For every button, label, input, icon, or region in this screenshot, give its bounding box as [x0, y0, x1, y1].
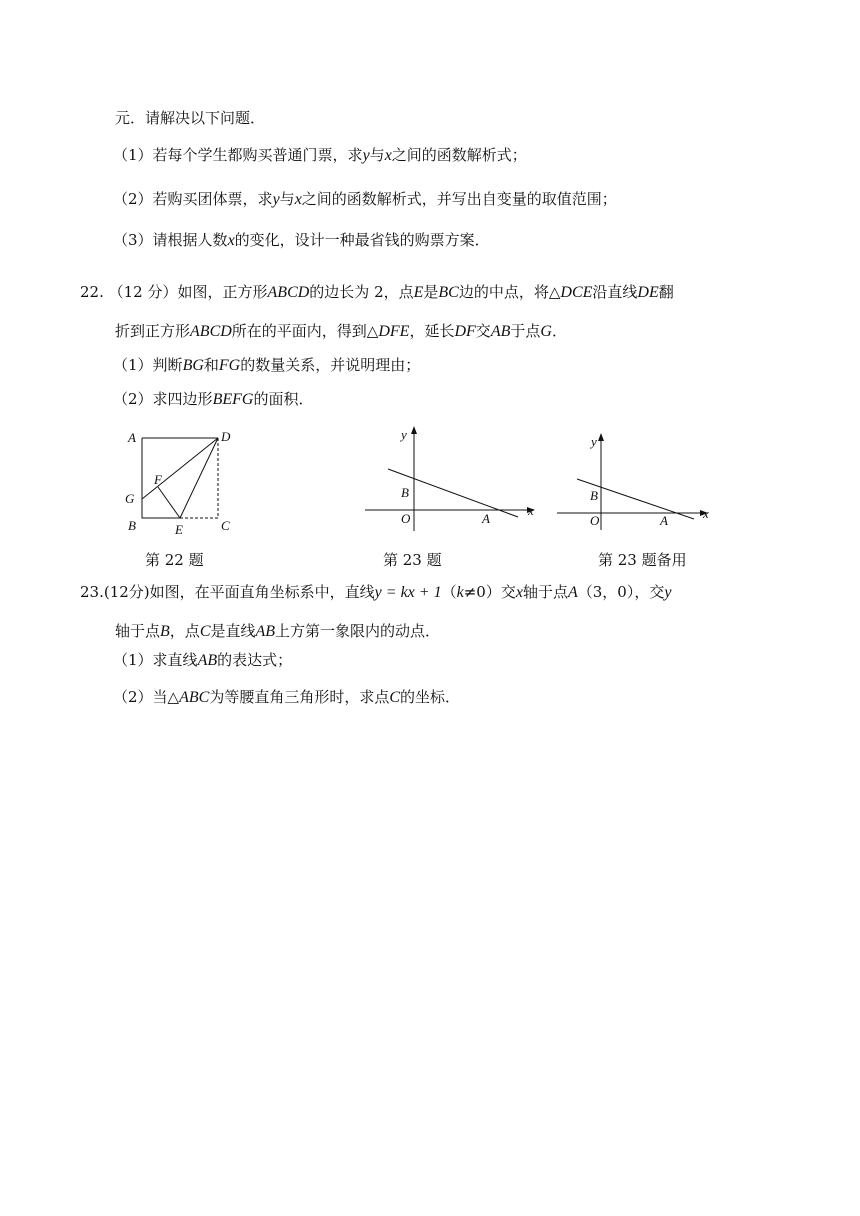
- q22-stem-line-1: 22. （12 分）如图，正方形ABCD的边长为 2，点E是BC边的中点，将△DCE沿直线DE翻: [80, 283, 674, 301]
- figure-22-caption: 第 22 题: [145, 551, 204, 569]
- q21-subquestion-1: （1）若每个学生都购买普通门票，求y与x之间的函数解析式；: [113, 146, 527, 164]
- q23-stem-line-1: 23.(12分)如图，在平面直角坐标系中，直线y = kx + 1（k≠0）交x轴于点A（3，0），交y: [80, 583, 672, 601]
- point-e-label: E: [175, 522, 183, 537]
- point-c-label: C: [221, 518, 230, 533]
- origin-label: O: [401, 511, 411, 526]
- origin-label: O: [590, 513, 600, 528]
- q22-number: 22.: [80, 283, 104, 301]
- q23-number: 23.: [80, 583, 104, 601]
- q22-subquestion-1: （1）判断BG和FG的数量关系，并说明理由；: [113, 356, 421, 374]
- point-b-label: B: [590, 488, 598, 503]
- y-axis-label: y: [401, 427, 407, 442]
- figure-23-caption: 第 23 题: [383, 551, 442, 569]
- point-b-label: B: [128, 518, 136, 533]
- x-axis-label: x: [528, 503, 534, 518]
- q23-subquestion-1: （1）求直线AB的表达式；: [113, 651, 293, 669]
- point-a-label: A: [482, 511, 490, 526]
- figure-23-backup-caption: 第 23 题备用: [598, 551, 687, 569]
- point-d-label: D: [221, 429, 231, 444]
- q23-stem-line-2: 轴于点B，点C是直线AB上方第一象限内的动点．: [115, 622, 441, 640]
- point-a-label: A: [128, 430, 136, 445]
- y-axis-label: y: [591, 434, 597, 449]
- q21-intro-end: 元．请解决以下问题．: [115, 109, 266, 127]
- point-f-label: F: [154, 472, 162, 487]
- point-g-label: G: [125, 491, 135, 506]
- q23-equation: y = kx + 1: [374, 584, 442, 601]
- figure-23-backup-coordinate-plane: [555, 430, 715, 540]
- q23-subquestion-2: （2）当△ABC为等腰直角三角形时，求点C的坐标．: [113, 688, 461, 706]
- q21-subquestion-3: （3）请根据人数x的变化，设计一种最省钱的购票方案．: [113, 231, 490, 249]
- q21-subquestion-2: （2）若购买团体票，求y与x之间的函数解析式，并写出自变量的取值范围；: [113, 190, 617, 208]
- x-axis-label: x: [703, 506, 709, 521]
- q22-subquestion-2: （2）求四边形BEFG的面积．: [113, 390, 314, 408]
- point-a-label: A: [660, 513, 668, 528]
- q22-stem-line-2: 折到正方形ABCD所在的平面内，得到△DFE，延长DF交AB于点G．: [115, 322, 567, 340]
- point-b-label: B: [401, 485, 409, 500]
- figure-22-square: [120, 428, 250, 538]
- figure-23-coordinate-plane: [365, 425, 545, 535]
